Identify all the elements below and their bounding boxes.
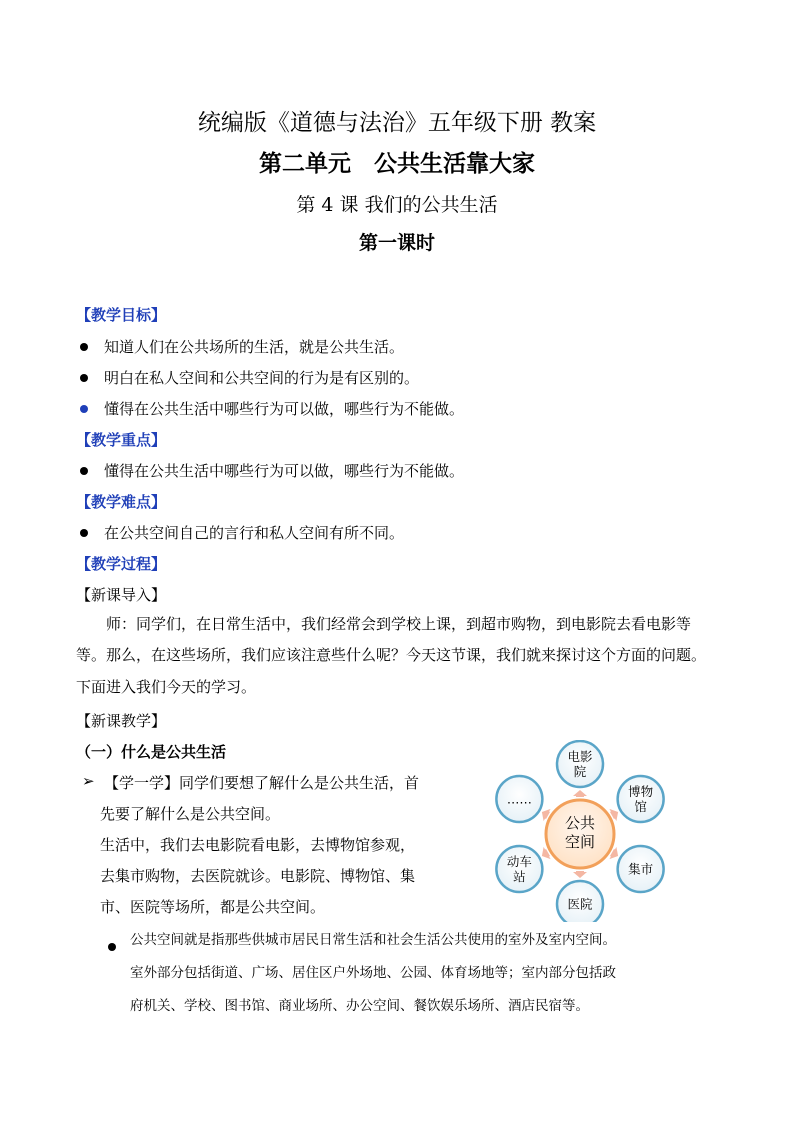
diagram-node-market [618, 846, 664, 892]
intro-line-2: 等。那么，在这些场所，我们应该注意些什么呢？今天这节课，我们就来探讨这个方面的问题。 [76, 646, 707, 664]
difficulty-item: 在公共空间自己的言行和私人空间有所不同。 [80, 522, 404, 543]
diagram-node-label: 动车 [506, 854, 532, 869]
diagram-node-label: …… [506, 791, 532, 807]
diagram-center-node [546, 800, 614, 868]
diagram-node-label: 博物 [628, 784, 654, 799]
definition-line-1: 公共空间就是指那些供城市居民日常生活和社会生活公共使用的室外及室内空间。 [130, 932, 616, 948]
learn-line-2: 先要了解什么是公共空间。 [100, 805, 281, 823]
objective-item: 明白在私人空间和公共空间的行为是有区别的。 [80, 367, 419, 388]
diagram-node-label: 院 [573, 764, 587, 779]
process-heading: 【教学过程】 [76, 555, 167, 573]
public-space-diagram [480, 740, 680, 922]
bullet-icon [80, 405, 88, 413]
diagram-node-label: 医院 [567, 896, 593, 912]
bullet-icon [80, 374, 88, 382]
bullet-icon [80, 467, 88, 475]
objective-item: 知道人们在公共场所的生活，就是公共生活。 [80, 336, 404, 357]
key-point-item: 懂得在公共生活中哪些行为可以做，哪些行为不能做。 [80, 460, 464, 481]
diagram-node-cinema [557, 741, 603, 787]
learn-line-4: 去集市购物，去医院就诊。电影院、博物馆、集 [100, 867, 416, 885]
section-heading: （一）什么是公共生活 [76, 743, 227, 761]
diagram-node-label: 馆 [634, 799, 647, 814]
diagram-node-label: 电影 [567, 749, 593, 764]
period-title: 第一课时 [358, 232, 435, 254]
definition-line-2: 室外部分包括街道、广场、居住区户外场地、公园、体育场地等；室内部分包括政 [130, 965, 616, 981]
intro-line-1: 师：同学们，在日常生活中，我们经常会到学校上课，到超市购物，到电影院去看电影等 [106, 615, 692, 633]
diagram-node-hospital [557, 881, 603, 922]
diagram-node-label: 集市 [628, 861, 654, 877]
diagram-node-station [496, 846, 542, 892]
diagram-node-label: 站 [513, 869, 526, 884]
lesson-title: 第 4 课 我们的公共生活 [296, 194, 498, 216]
arrow-bullet-icon: ➢ [82, 772, 95, 790]
intro-heading: 【新课导入】 [76, 586, 167, 604]
difficulties-heading: 【教学难点】 [76, 493, 167, 511]
diagram-node-more [496, 776, 542, 822]
new-lesson-heading: 【新课教学】 [76, 712, 167, 730]
key-points-heading: 【教学重点】 [76, 431, 167, 449]
bullet-icon [80, 343, 88, 351]
diagram-node-museum [618, 776, 664, 822]
intro-line-3: 下面进入我们今天的学习。 [76, 678, 257, 696]
definition-line-3: 府机关、学校、图书馆、商业场所、办公空间、餐饮娱乐场所、酒店民宿等。 [130, 998, 589, 1014]
objectives-heading: 【教学目标】 [76, 306, 167, 324]
bullet-icon [80, 529, 88, 537]
bullet-icon [108, 943, 116, 951]
definition-bullet [108, 936, 132, 955]
document-title: 统编版《道德与法治》五年级下册 教案 [197, 110, 597, 136]
learn-line-3: 生活中，我们去电影院看电影，去博物馆参观， [100, 836, 416, 854]
center-label-line: 公共 [564, 814, 596, 832]
learn-line-1: 【学一学】同学们要想了解什么是公共生活，首 [104, 774, 420, 792]
unit-title: 第二单元 公共生活靠大家 [259, 151, 535, 177]
learn-line-5: 市、医院等场所，都是公共空间。 [100, 898, 326, 916]
diagram-arrow [573, 871, 587, 878]
center-label-line: 空间 [564, 833, 596, 851]
objective-item: 懂得在公共生活中哪些行为可以做，哪些行为不能做。 [80, 398, 464, 419]
diagram-arrow [573, 790, 587, 797]
